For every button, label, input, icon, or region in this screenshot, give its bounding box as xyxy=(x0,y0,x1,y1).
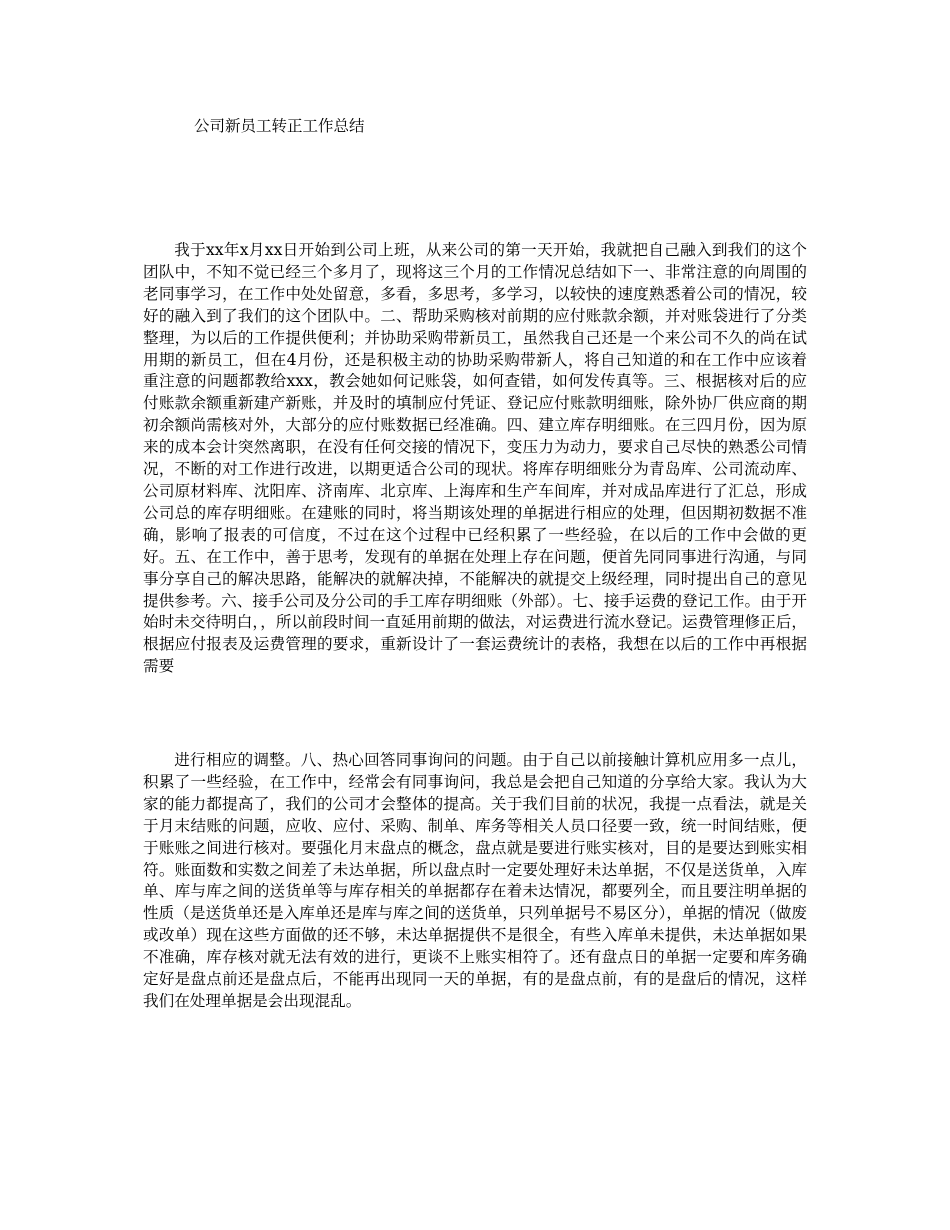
body-paragraph-2: 进行相应的调整。八、热心回答同事询问的问题。由于自己以前接触计算机应用多一点儿，积累了一些经验，在工作中，经常会有同事询问，我总是会把自己知道的分享给大家。我认为大家的能力都提高了，我们的公司才会整体的提高。关于我们目前的状况，我提一点看法，就是关于月末结账的问题，应收、应付、采购、制单、库务等相关人员口径要一致，统一时间结账，便于账账之间进行核对。要强化月末盘点的概念，盘点就是要进行账实核对，目的是要达到账实相符。账面数和实数之间差了未达单据，所以盘点时一定要处理好未达单据，不仅是送货单，入库单、库与库之间的送货单等与库存相关的单据都存在着未达情况，都要列全，而且要注明单据的性质（是送货单还是入库单还是库与库之间的送货单，只列单据号不易区分），单据的情况（做废或改单）现在这些方面做的还不够，未达单据提供不是很全，有些入库单未提供，未达单据如果不准确，库存核对就无法有效的进行，更谈不上账实相符了。还有盘点日的单据一定要和库务确定好是盘点前还是盘点后，不能再出现同一天的单据，有的是盘点前，有的是盘后的情况，这样我们在处理单据是会出现混乱。 xyxy=(143,751,807,1010)
document-title: 公司新员工转正工作总结 xyxy=(194,117,365,135)
body-paragraph-1: 我于xx年x月xx日开始到公司上班，从来公司的第一天开始，我就把自己融入到我们的这个团队中，不知不觉已经三个多月了，现将这三个月的工作情况总结如下一、非常注意的向周围的老同事学习，在工作中处处留意，多看，多思考，多学习，以较快的速度熟悉着公司的情况，较好的融入到了我们的这个团队中。二、帮助采购核对前期的应付账款余额，并对账袋进行了分类整理，为以后的工作提供便利；并协助采购带新员工，虽然我自己还是一个来公司不久的尚在试用期的新员工，但在4月份，还是积极主动的协助采购带新人，将自己知道的和在工作中应该着重注意的问题都教给xxx，教会她如何记账袋，如何查错，如何发传真等。三、根据核对后的应付账款余额重新建产新账，并及时的填制应付凭证、登记应付账款明细账，除外协厂供应商的期初余额尚需核对外，大部分的应付账数据已经准确。四、建立库存明细账。在三四月份，因为原来的成本会计突然离职，在没有任何交接的情况下，变压力为动力，要求自己尽快的熟悉公司情况，不断的对工作进行改进，以期更适合公司的现状。将库存明细账分为青岛库、公司流动库、公司原材料库、沈阳库、济南库、北京库、上海库和生产车间库，并对成品库进行了汇总，形成公司总的库存明细账。在建账的同时，将当期该处理的单据进行相应的处理，但因期初数据不准确，影响了报表的可信度，不过在这个过程中已经积累了一些经验，在以后的工作中会做的更好。五、在工作中，善于思考，发现有的单据在处理上存在问题，便首先同同事进行沟通，与同事分享自己的解决思路，能解决的就解决掉，不能解决的就提交上级经理，同时提出自己的意见提供参考。六、接手公司及分公司的手工库存明细账（外部）。七、接手运费的登记工作。由于开始时未交待明白，，所以前段时间一直延用前期的做法，对运费进行流水登记。运费管理修正后，根据应付报表及运费管理的要求，重新设计了一套运费统计的表格，我想在以后的工作中再根据需要 xyxy=(143,241,807,676)
